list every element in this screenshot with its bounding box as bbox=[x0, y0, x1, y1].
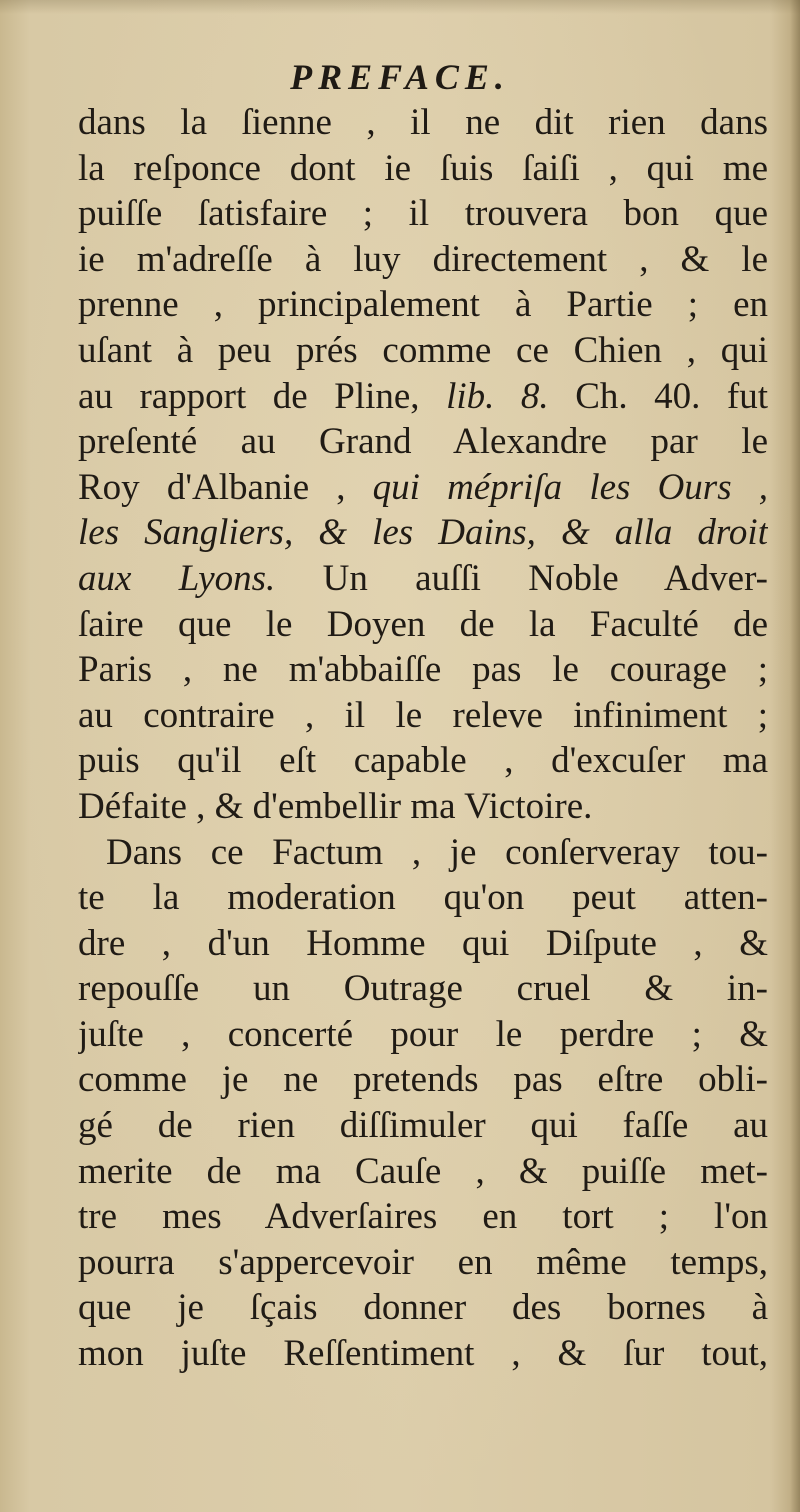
text-line bbox=[78, 921, 768, 967]
text-line bbox=[78, 1057, 768, 1103]
text-segment: la reſponce dont ie ſuis ſaiſi , qui me bbox=[78, 147, 768, 189]
italic-text: qui mépriſa les Ours , bbox=[372, 466, 768, 508]
text-segment: preſenté au Grand Alexandre par le bbox=[78, 421, 768, 463]
text-segment: puiſſe ſatisfaire ; il trouvera bon que bbox=[78, 193, 768, 235]
running-head: PREFACE. bbox=[290, 57, 510, 97]
text-line bbox=[78, 1103, 768, 1149]
text-line bbox=[78, 1240, 768, 1286]
text-segment: au rapport de Pline, bbox=[78, 375, 447, 417]
text-line bbox=[78, 875, 768, 921]
italic-text: les Sangliers, & les Dains, & alla droit bbox=[78, 512, 768, 554]
text-segment: Dans ce Factum , je conſerveray tou- bbox=[106, 831, 768, 873]
text-line bbox=[78, 784, 768, 830]
text-segment: comme je ne pretends pas eſtre obli- bbox=[78, 1059, 768, 1101]
text-segment: Roy d'Albanie , bbox=[78, 466, 373, 508]
text-line bbox=[78, 237, 768, 283]
text-segment: uſant à peu prés comme ce Chien , qui bbox=[78, 329, 768, 371]
text-segment: Défaite , & d'embellir ma Victoire. bbox=[78, 785, 593, 827]
text-line bbox=[78, 510, 768, 556]
page-right-shadow bbox=[790, 0, 800, 1512]
text-line bbox=[78, 1331, 768, 1377]
text-segment: ſaire que le Doyen de la Faculté de bbox=[78, 603, 768, 645]
text-segment: mon juſte Reſſentiment , & ſur tout, bbox=[78, 1333, 768, 1375]
text-line bbox=[78, 1012, 768, 1058]
text-line bbox=[78, 693, 768, 739]
text-segment: Paris , ne m'abbaiſſe pas le courage ; bbox=[78, 649, 768, 691]
text-line bbox=[78, 419, 768, 465]
text-segment: dre , d'un Homme qui Diſpute , & bbox=[78, 922, 768, 964]
text-line bbox=[78, 647, 768, 693]
text-line bbox=[78, 1149, 768, 1195]
text-segment: merite de ma Cauſe , & puiſſe met- bbox=[78, 1150, 768, 1192]
text-line bbox=[78, 328, 768, 374]
text-line bbox=[78, 738, 768, 784]
text-segment: puis qu'il eſt capable , d'excuſer ma bbox=[78, 740, 768, 782]
text-line bbox=[78, 146, 768, 192]
text-segment: te la moderation qu'on peut atten- bbox=[78, 877, 768, 919]
text-line bbox=[78, 1194, 768, 1240]
italic-text: aux Lyons. bbox=[78, 557, 276, 599]
text-line bbox=[78, 191, 768, 237]
text-line bbox=[78, 830, 768, 876]
text-segment: repouſſe un Outrage cruel & in- bbox=[78, 968, 768, 1010]
text-line bbox=[78, 374, 768, 420]
text-segment: prenne , principalement à Partie ; en bbox=[78, 284, 768, 326]
body-text bbox=[78, 100, 768, 1377]
text-line bbox=[78, 100, 768, 146]
text-segment: pourra s'appercevoir en même temps, bbox=[78, 1241, 768, 1283]
text-line bbox=[78, 966, 768, 1012]
text-line bbox=[78, 1285, 768, 1331]
text-line bbox=[78, 282, 768, 328]
text-line bbox=[78, 556, 768, 602]
text-segment: ie m'adreſſe à luy directement , & le bbox=[78, 238, 768, 280]
text-segment: Un auſſi Noble Adver- bbox=[275, 557, 768, 599]
text-segment: juſte , concerté pour le perdre ; & bbox=[78, 1013, 768, 1055]
text-line bbox=[78, 465, 768, 511]
page-top-shadow bbox=[0, 0, 800, 14]
text-segment: au contraire , il le releve infiniment ; bbox=[78, 694, 768, 736]
text-segment: Ch. 40. fut bbox=[548, 375, 768, 417]
text-segment: dans la ſienne , il ne dit rien dans bbox=[78, 102, 768, 143]
text-segment: que je ſçais donner des bornes à bbox=[78, 1287, 768, 1329]
text-segment: gé de rien diſſimuler qui faſſe au bbox=[78, 1105, 768, 1147]
text-line bbox=[78, 602, 768, 648]
italic-text: lib. 8. bbox=[446, 375, 549, 417]
text-segment: tre mes Adverſaires en tort ; l'on bbox=[78, 1196, 768, 1238]
